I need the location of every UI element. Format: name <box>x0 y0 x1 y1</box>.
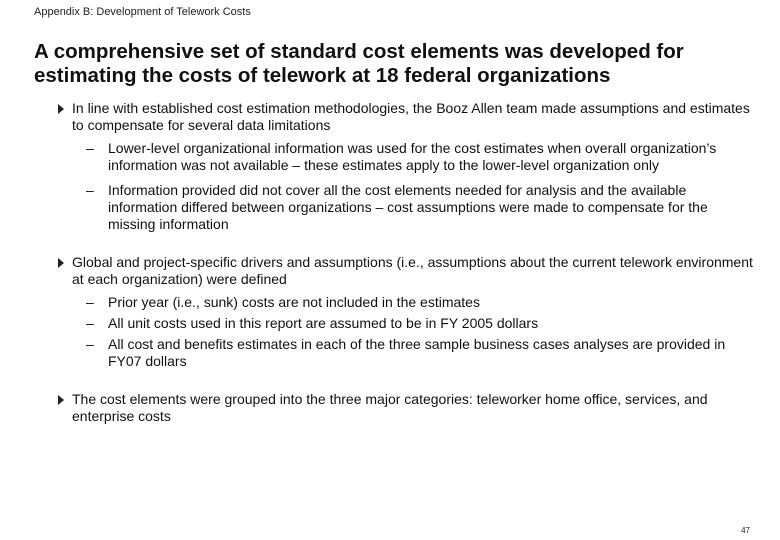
bullet-text: Global and project-specific drivers and assumptions (i.e., assumptions about the current telework environment at each organization) were defined <box>72 254 753 287</box>
dash-icon: – <box>86 182 94 198</box>
dash-icon: – <box>86 336 94 352</box>
triangle-bullet-icon <box>58 258 64 268</box>
sub-item-text: Lower-level organizational information was used for the cost estimates when overall organization’s information was not available – these estimates apply to the lower-level organization only <box>108 140 717 173</box>
sub-item-text: Prior year (i.e., sunk) costs are not included in the estimates <box>108 294 480 310</box>
dash-icon: – <box>86 315 94 331</box>
sub-item-text: Information provided did not cover all the cost elements needed for analysis and the available information differed between organizations – cost assumptions were made to compensate for the missing information <box>108 182 708 232</box>
bullet-item <box>56 391 756 425</box>
page-number: 47 <box>741 526 750 535</box>
sub-list <box>56 140 756 233</box>
bullet-item <box>56 254 756 288</box>
slide-title: A comprehensive set of standard cost elements was developed for estimating the costs of telework at 18 federal organizations <box>34 40 684 87</box>
triangle-bullet-icon <box>58 104 64 114</box>
appendix-label: Appendix B: Development of Telework Costs <box>34 6 251 18</box>
sub-item-text: All unit costs used in this report are assumed to be in FY 2005 dollars <box>108 315 539 331</box>
sub-item-text: All cost and benefits estimates in each of the three sample business cases analyses are provided in FY07 dollars <box>108 336 726 369</box>
triangle-bullet-icon <box>58 395 64 405</box>
sub-list <box>56 294 756 370</box>
bullet-item <box>56 100 756 134</box>
sub-item <box>56 294 756 311</box>
bullet-text: In line with established cost estimation methodologies, the Booz Allen team made assumptions and estimates to compensate for several data limitations <box>72 100 750 133</box>
dash-icon: – <box>86 140 94 156</box>
bullet-text: The cost elements were grouped into the three major categories: teleworker home office, services, and enterprise costs <box>72 391 708 424</box>
sub-item <box>56 336 756 370</box>
sub-item <box>56 140 756 174</box>
dash-icon: – <box>86 294 94 310</box>
content-area <box>56 100 756 425</box>
sub-item <box>56 182 756 233</box>
sub-item <box>56 315 756 332</box>
